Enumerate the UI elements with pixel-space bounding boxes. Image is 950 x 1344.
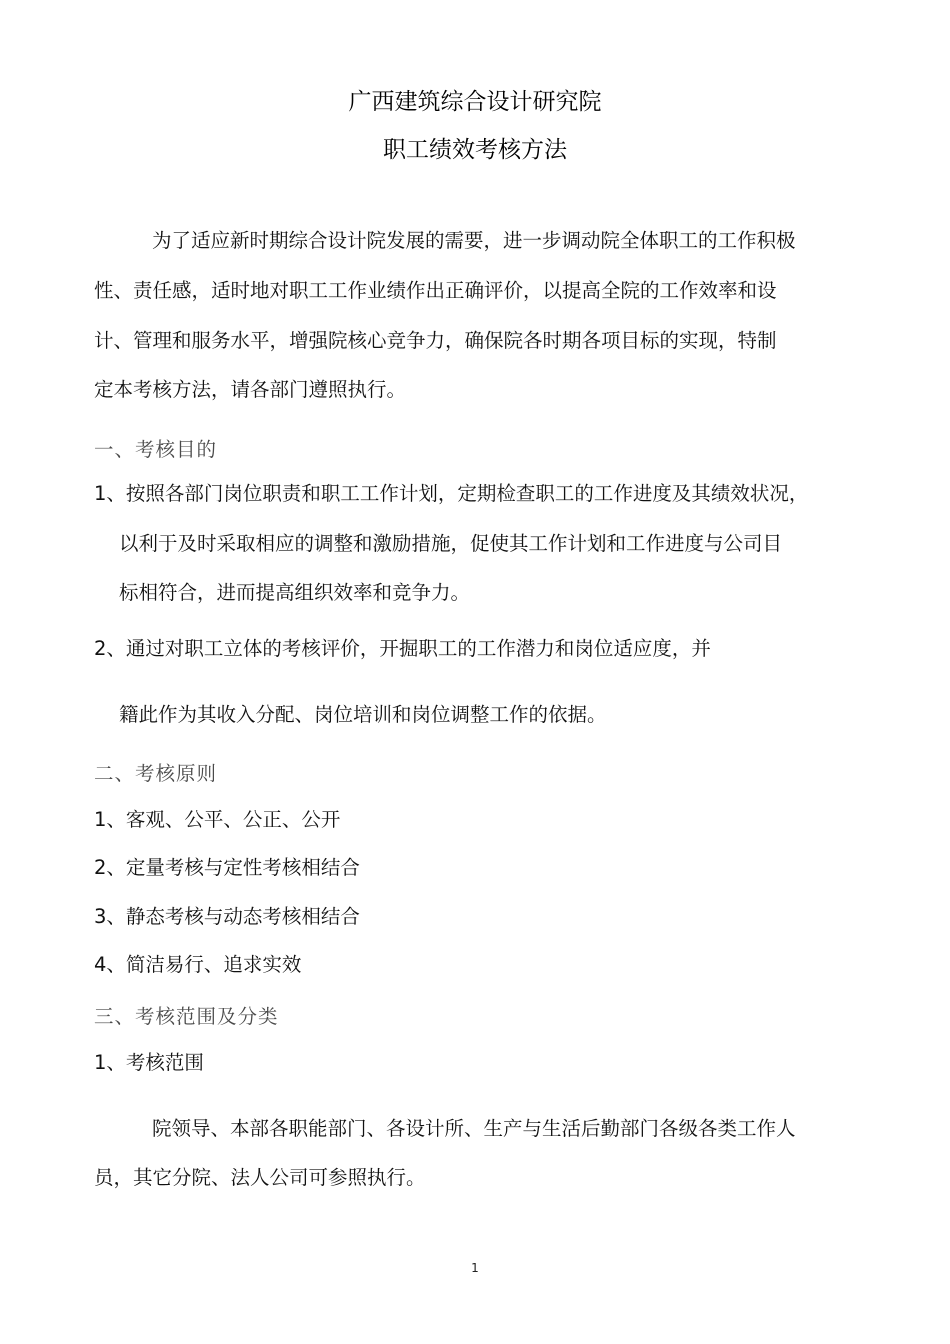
principle-item: 3、静态考核与动态考核相结合 — [94, 905, 360, 928]
section-heading-purpose: 一、考核目的 — [94, 438, 218, 461]
scope-subheading: 1、考核范围 — [94, 1051, 204, 1074]
intro-line: 计、管理和服务水平，增强院核心竞争力，确保院各时期各项目标的实现，特制 — [94, 329, 777, 352]
document-title-line-2: 职工绩效考核方法 — [383, 137, 567, 163]
purpose-item-line: 标相符合，进而提高组织效率和竞争力。 — [119, 581, 471, 604]
intro-line: 性、责任感，适时地对职工工作业绩作出正确评价，以提高全院的工作效率和设 — [94, 279, 777, 302]
purpose-item-line: 以利于及时采取相应的调整和激励措施，促使其工作计划和工作进度与公司目 — [119, 532, 783, 555]
scope-line: 院领导、本部各职能部门、各设计所、生产与生活后勤部门各级各类工作人 — [152, 1117, 796, 1140]
document-title-line-1: 广西建筑综合设计研究院 — [348, 89, 602, 115]
page-number: 1 — [471, 1261, 479, 1275]
section-heading-scope: 三、考核范围及分类 — [94, 1005, 279, 1028]
scope-line: 员，其它分院、法人公司可参照执行。 — [94, 1166, 426, 1189]
intro-line: 为了适应新时期综合设计院发展的需要，进一步调动院全体职工的工作积极 — [152, 229, 796, 252]
intro-line: 定本考核方法，请各部门遵照执行。 — [94, 378, 407, 401]
section-heading-principles: 二、考核原则 — [94, 762, 218, 785]
principle-item: 2、定量考核与定性考核相结合 — [94, 856, 360, 879]
purpose-item-line: 1、按照各部门岗位职责和职工工作计划，定期检查职工的工作进度及其绩效状况， — [94, 482, 809, 505]
purpose-item-line: 籍此作为其收入分配、岗位培训和岗位调整工作的依据。 — [119, 703, 607, 726]
principle-item: 1、客观、公平、公正、公开 — [94, 808, 341, 831]
principle-item: 4、简洁易行、追求实效 — [94, 953, 302, 976]
purpose-item-line: 2、通过对职工立体的考核评价，开掘职工的工作潜力和岗位适应度，并 — [94, 637, 711, 660]
